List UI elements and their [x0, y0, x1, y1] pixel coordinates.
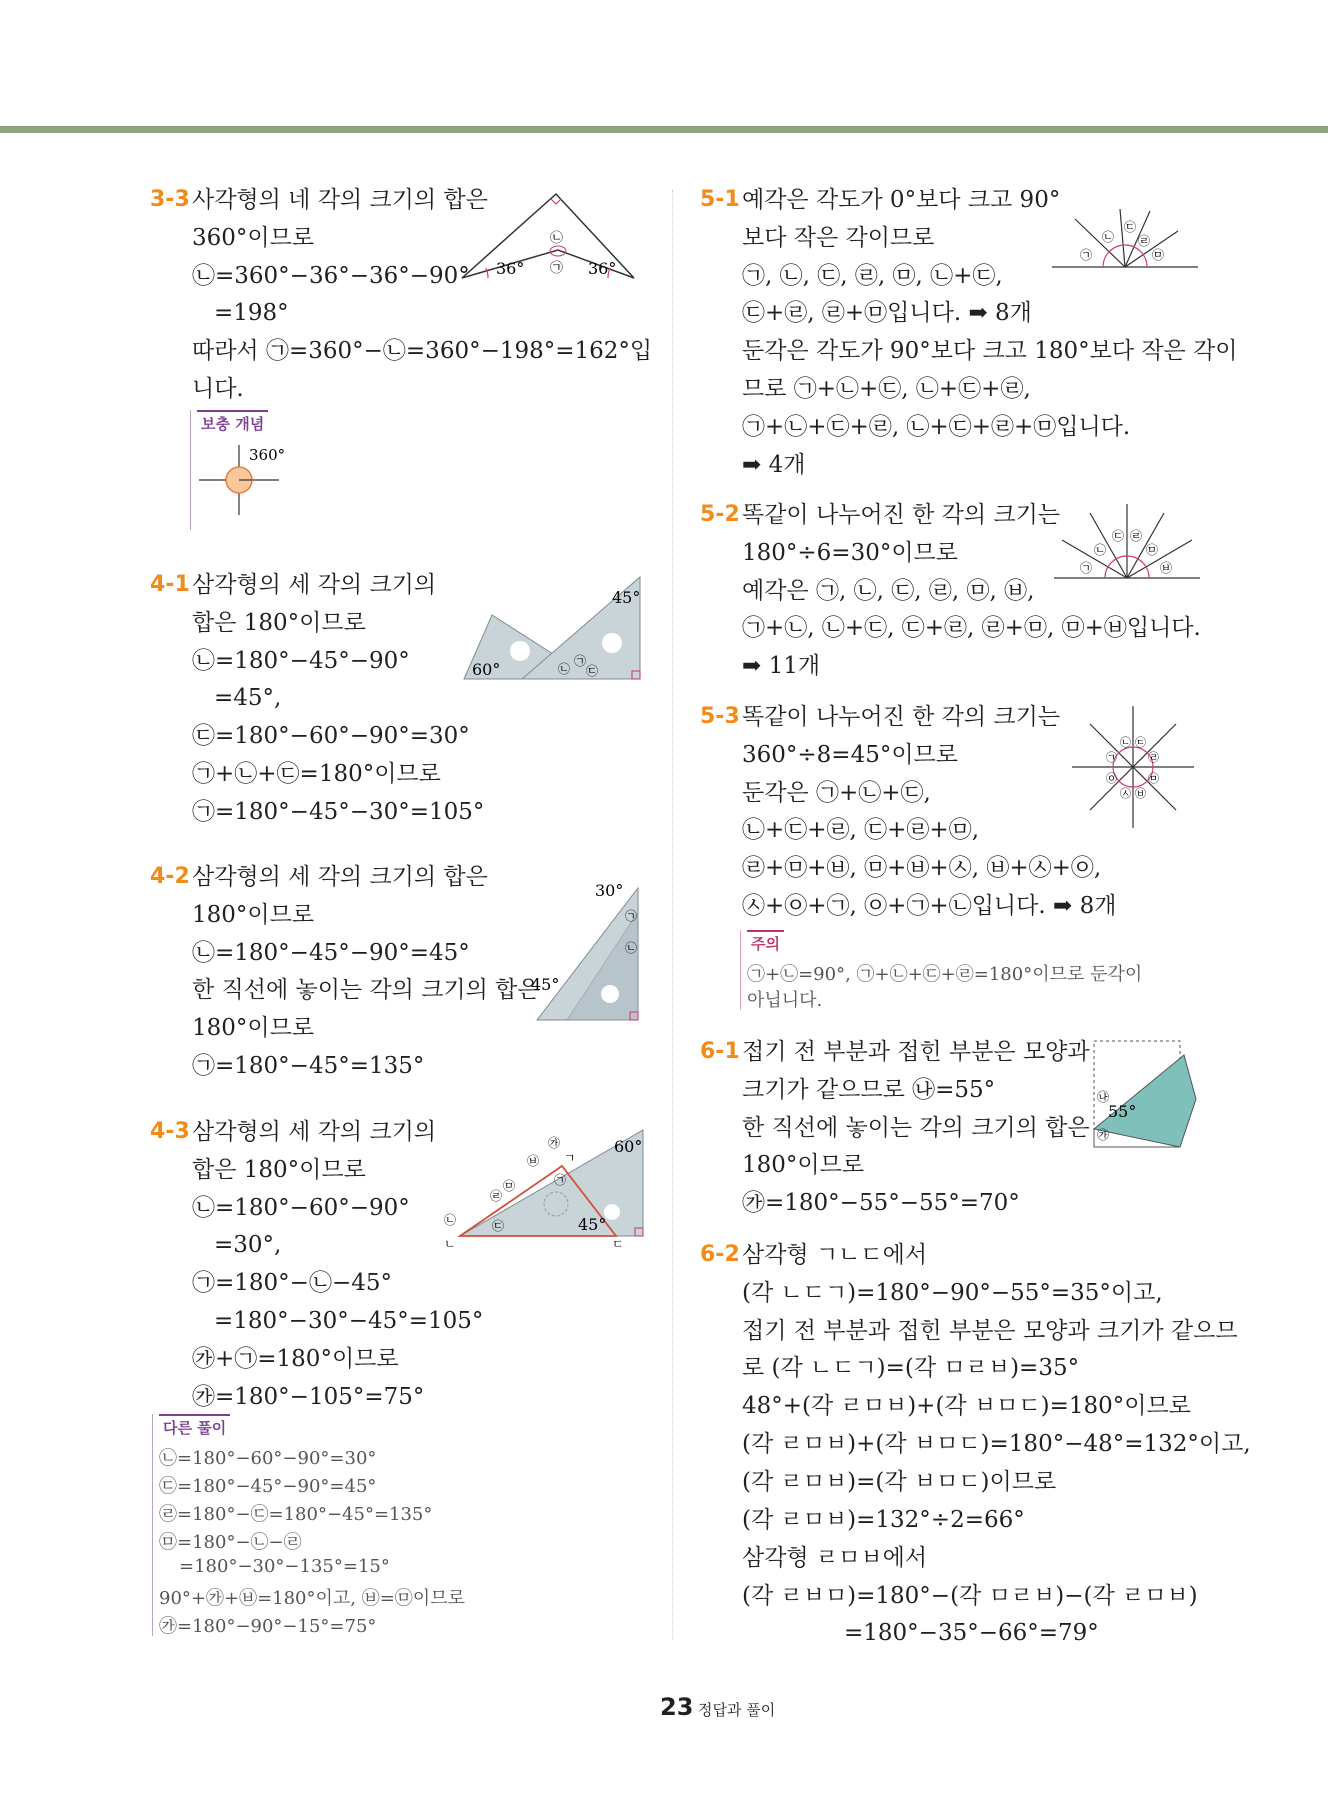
solution-line: (각 ㄹㅁㅂ)=132°÷2=66° [742, 1507, 1025, 1533]
solution-line: 한 직선에 놓이는 각의 크기의 합은 [742, 1115, 1090, 1141]
solution-line: 니다. [192, 376, 244, 402]
solution-line: 따라서 ㉠=360°−㉡=360°−198°=162°입 [192, 338, 653, 364]
footer-label: 정답과 풀이 [698, 1701, 776, 1719]
angle-label: ㉦ [1120, 787, 1131, 800]
solution-line: ㉠=180°−45°=135° [192, 1053, 425, 1079]
solution-line: 므로 ㉠+㉡+㉢, ㉡+㉢+㉣, [742, 376, 1031, 402]
problem-number: 3-3 [150, 187, 190, 212]
solution-line: 삼각형의 세 각의 크기의 합은 [192, 864, 488, 890]
angle-label: ㉥ [1135, 787, 1146, 800]
triangle-rulers-figure [462, 575, 642, 685]
solution-line: 예각은 각도가 0°보다 크고 90° [742, 187, 1061, 213]
angle-label: ㉢ [492, 1219, 505, 1233]
solution-line: ㉣+㉤+㉥, ㉤+㉥+㉦, ㉥+㉦+㉧, [742, 855, 1102, 881]
solution-line: ㉡=360°−36°−36°−90° [192, 263, 470, 289]
problem-4-1 [150, 570, 670, 830]
angle-label: ㉠ [1080, 248, 1093, 262]
note-line: ㉣=180°−㉢=180°−45°=135° [159, 1504, 433, 1525]
solution-line: 로 (각 ㄴㄷㄱ)=(각 ㅁㄹㅂ)=35° [742, 1355, 1080, 1381]
angle-label: 60° [614, 1137, 643, 1156]
note-title: 보충 개념 [197, 410, 268, 435]
straight-angle-six-parts-figure [1052, 502, 1202, 582]
solution-line: ➡ 4개 [742, 452, 806, 478]
problem-number: 4-3 [150, 1119, 190, 1144]
solution-line: ㉠+㉡+㉢+㉣, ㉡+㉢+㉣+㉤입니다. [742, 414, 1131, 440]
angle-label: ㉣ [1130, 529, 1143, 543]
angle-label: 30° [595, 881, 624, 900]
solution-line: ㉮+㉠=180°이므로 [192, 1346, 399, 1372]
angle-label: ㉮ [1097, 1128, 1110, 1142]
solution-line: (각 ㄹㅁㅂ)=(각 ㅂㅁㄷ)이므로 [742, 1469, 1057, 1495]
solution-line: 180°이므로 [742, 1152, 865, 1178]
angle-label: 45° [531, 975, 560, 994]
solution-line: =45°, [214, 685, 282, 711]
solution-line: 삼각형 ㄱㄴㄷ에서 [742, 1242, 928, 1268]
angle-label: ㉡ [1120, 736, 1131, 749]
solution-line: 둔각은 ㉠+㉡+㉢, [742, 780, 931, 806]
solution-line: 180°÷6=30°이므로 [742, 540, 958, 566]
angle-label: ㉢ [1112, 529, 1125, 543]
problem-5-1 [700, 185, 1300, 485]
problem-4-2 [150, 862, 670, 1092]
solution-line: ➡ 11개 [742, 653, 821, 679]
vertex-label: ㄴ [444, 1237, 456, 1251]
note-line: ㉢=180°−45°−90°=45° [159, 1476, 377, 1497]
angle-label: 45° [612, 588, 641, 607]
angle-label: ㉠ [550, 261, 564, 276]
angle-label: ㉣ [490, 1189, 503, 1203]
note-line: ㉮=180°−90°−15°=75° [159, 1616, 377, 1637]
solution-line: 똑같이 나누어진 한 각의 크기는 [742, 502, 1061, 528]
note-line: ㉡=180°−60°−90°=30° [159, 1448, 377, 1469]
solution-line: 180°이므로 [192, 902, 315, 928]
angle-label: 36° [496, 259, 525, 278]
angle-label: ㉥ [1160, 561, 1173, 575]
problem-number: 6-2 [700, 1242, 740, 1267]
angle-label: ㉡ [558, 662, 571, 676]
solution-line: 접기 전 부분과 접힌 부분은 모양과 크기가 같으므 [742, 1318, 1238, 1344]
angle-label: ㉤ [1148, 772, 1159, 785]
solution-line: 둔각은 각도가 90°보다 크고 180°보다 작은 각이 [742, 338, 1238, 364]
angle-label: ㉡ [1094, 543, 1107, 557]
solution-line: =198° [214, 300, 289, 326]
solution-line: 접기 전 부분과 접힌 부분은 모양과 [742, 1039, 1090, 1065]
solution-line: ㉡=180°−45°−90°=45° [192, 940, 470, 966]
solution-line: 48°+(각 ㄹㅁㅂ)+(각 ㅂㅁㄷ)=180°이므로 [742, 1393, 1191, 1419]
problem-number: 5-1 [700, 187, 740, 212]
problem-3-3 [150, 185, 670, 535]
solution-line: ㉠+㉡, ㉡+㉢, ㉢+㉣, ㉣+㉤, ㉤+㉥입니다. [742, 615, 1201, 641]
caution-note [740, 930, 1301, 1010]
note-line: 아닙니다. [747, 990, 823, 1011]
angle-label: ㉤ [1152, 248, 1165, 262]
problem-6-1 [700, 1037, 1300, 1237]
full-angle-figure [199, 440, 289, 520]
solution-line: 합은 180°이므로 [192, 610, 366, 636]
note-title: 주의 [747, 930, 784, 955]
column-divider [672, 190, 674, 1640]
solution-line: 똑같이 나누어진 한 각의 크기는 [742, 704, 1061, 730]
solution-line: ㉢+㉣, ㉣+㉤입니다. ➡ 8개 [742, 300, 1032, 326]
angle-label: 45° [578, 1215, 607, 1234]
solution-line: ㉠=180°−45°−30°=105° [192, 799, 485, 825]
solution-line: ㉡=180°−45°−90° [192, 648, 410, 674]
solution-line: ㉢=180°−60°−90°=30° [192, 723, 470, 749]
angle-label: 360° [249, 446, 286, 464]
folded-triangle-figure [440, 1122, 645, 1252]
angle-label: 36° [588, 259, 617, 278]
solution-line: =30°, [214, 1232, 282, 1258]
angle-label: ㉯ [1097, 1090, 1110, 1104]
problem-number: 6-1 [700, 1039, 740, 1064]
angle-label: 55° [1108, 1102, 1137, 1121]
angle-label: ㉡ [1102, 230, 1115, 244]
header-bar [0, 126, 1328, 133]
solution-line: ㉡+㉢+㉣, ㉢+㉣+㉤, [742, 817, 980, 843]
angle-label: ㉠ [554, 1173, 567, 1187]
problem-number: 4-2 [150, 864, 190, 889]
quadrilateral-figure [458, 190, 638, 290]
solution-line: 한 직선에 놓이는 각의 크기의 합은 [192, 977, 540, 1003]
problem-6-2 [700, 1240, 1300, 1646]
solution-line: 보다 작은 각이므로 [742, 225, 935, 251]
solution-line: 360°이므로 [192, 225, 315, 251]
angle-label: ㉤ [503, 1179, 516, 1193]
solution-line: =180°−35°−66°=79° [844, 1620, 1099, 1646]
note-line: 90°+㉮+㉥=180°이고, ㉥=㉤이므로 [159, 1588, 465, 1609]
angle-label: ㉣ [1148, 751, 1159, 764]
solution-line: ㉡=180°−60°−90° [192, 1195, 410, 1221]
full-angle-eight-parts-figure [1070, 704, 1196, 830]
angle-label: ㉡ [625, 941, 638, 955]
note-line: =180°−30°−135°=15° [179, 1556, 390, 1577]
solution-line: 사각형의 네 각의 크기의 합은 [192, 187, 488, 213]
angle-label: ㉧ [1106, 772, 1117, 785]
angle-label: ㉢ [1135, 736, 1146, 749]
solution-line: 삼각형 ㄹㅁㅂ에서 [742, 1545, 928, 1571]
problem-number: 4-1 [150, 572, 190, 597]
angle-label: ㉡ [444, 1213, 457, 1227]
angle-label: ㉢ [586, 664, 599, 678]
solution-line: ㉦+㉧+㉠, ㉧+㉠+㉡입니다. ➡ 8개 [742, 893, 1117, 919]
problem-4-3 [150, 1117, 670, 1637]
angle-label: ㄱ [564, 1151, 576, 1165]
solution-line: 180°이므로 [192, 1015, 315, 1041]
angle-label: ㉠ [625, 909, 638, 923]
note-title: 다른 풀이 [159, 1414, 230, 1439]
angle-label: ㉠ [574, 654, 587, 668]
solution-line: ㉮=180°−105°=75° [192, 1384, 425, 1410]
problem-number: 5-3 [700, 704, 740, 729]
solution-line: (각 ㄹㅁㅂ)+(각 ㅂㅁㄷ)=180°−48°=132°이고, [742, 1431, 1251, 1457]
angle-label: ㉠ [1106, 751, 1117, 764]
solution-line: 삼각형의 세 각의 크기의 [192, 1119, 437, 1145]
solution-line: (각 ㄴㄷㄱ)=180°−90°−55°=35°이고, [742, 1280, 1163, 1306]
solution-line: 크기가 같으므로 ㉯=55° [742, 1077, 996, 1103]
angle-label: ㉡ [550, 231, 564, 246]
angle-label: 60° [472, 660, 501, 679]
solution-line: =180°−30°−45°=105° [214, 1308, 484, 1334]
problem-5-2 [700, 500, 1300, 690]
page-number: 23 [660, 1693, 694, 1721]
angle-label: ㉢ [1124, 220, 1137, 234]
angle-label: ㉠ [1080, 561, 1093, 575]
angle-label: ㉣ [1138, 234, 1151, 248]
solution-line: ㉠=180°−㉡−45° [192, 1270, 392, 1296]
supplement-note [190, 410, 311, 530]
problem-number: 5-2 [700, 502, 740, 527]
solution-line: ㉮=180°−55°−55°=70° [742, 1190, 1020, 1216]
acute-angles-figure [1050, 207, 1200, 269]
alternative-solution-note [152, 1414, 513, 1636]
solution-line: ㉠+㉡+㉢=180°이므로 [192, 761, 441, 787]
solution-line: 삼각형의 세 각의 크기의 [192, 572, 437, 598]
angle-label: ㉮ [548, 1136, 561, 1150]
solution-line: 360°÷8=45°이므로 [742, 742, 958, 768]
problem-5-3 [700, 702, 1300, 1012]
note-line: ㉠+㉡=90°, ㉠+㉡+㉢+㉣=180°이므로 둔각이 [747, 964, 1143, 985]
folded-paper-figure [1092, 1039, 1198, 1149]
angle-label: ㉥ [527, 1154, 540, 1168]
solution-line: ㉠, ㉡, ㉢, ㉣, ㉤, ㉡+㉢, [742, 263, 1003, 289]
note-line: ㉤=180°−㉡−㉣ [159, 1532, 302, 1553]
ruler-on-line-figure [525, 872, 645, 1022]
solution-line: (각 ㄹㅂㅁ)=180°−(각 ㅁㄹㅂ)−(각 ㄹㅁㅂ) [742, 1583, 1198, 1609]
angle-label: ㉤ [1146, 543, 1159, 557]
solution-line: 합은 180°이므로 [192, 1157, 366, 1183]
vertex-label: ㄷ [612, 1237, 624, 1251]
solution-line: 예각은 ㉠, ㉡, ㉢, ㉣, ㉤, ㉥, [742, 578, 1035, 604]
